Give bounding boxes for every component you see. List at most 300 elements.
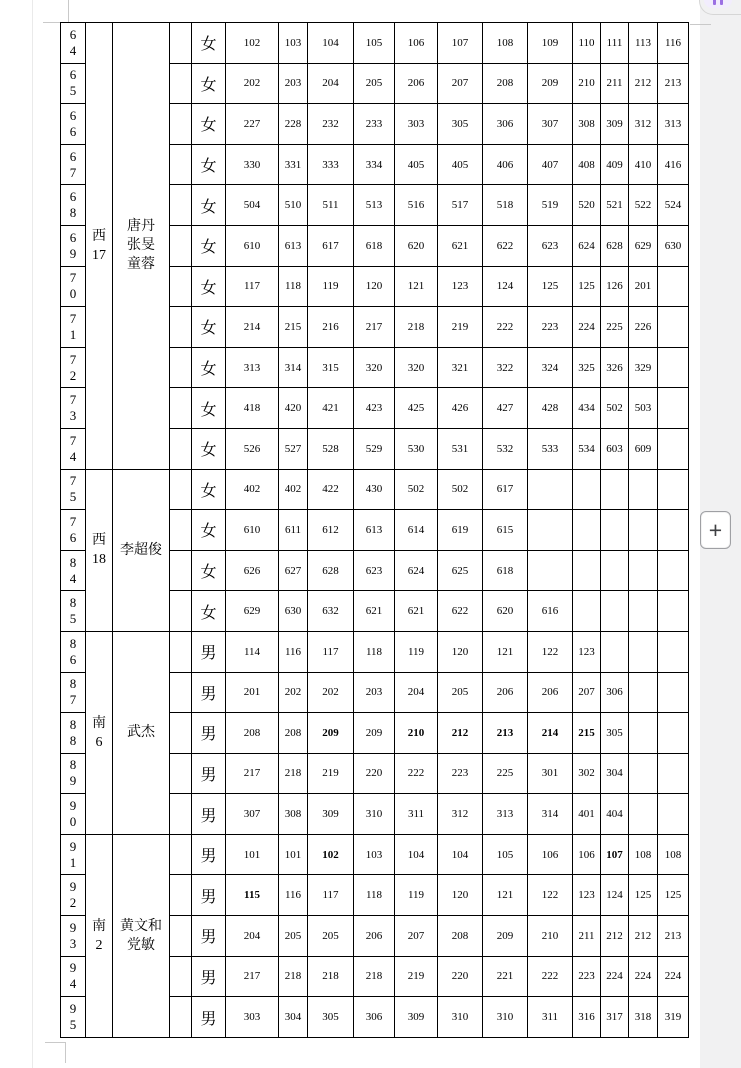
value-cell[interactable]: 218 xyxy=(279,753,308,794)
row-number-cell[interactable] xyxy=(61,672,86,713)
empty-cell[interactable] xyxy=(658,428,689,469)
gender-cell[interactable]: 女 xyxy=(192,510,226,551)
value-cell[interactable]: 503 xyxy=(629,388,658,429)
gender-cell[interactable]: 女 xyxy=(192,266,226,307)
value-cell[interactable]: 224 xyxy=(629,956,658,997)
value-cell[interactable]: 402 xyxy=(226,469,279,510)
value-cell[interactable]: 120 xyxy=(438,875,483,916)
value-cell[interactable]: 521 xyxy=(601,185,629,226)
value-cell[interactable]: 107 xyxy=(601,834,629,875)
gender-cell[interactable]: 女 xyxy=(192,185,226,226)
gender-cell[interactable]: 女 xyxy=(192,388,226,429)
value-cell[interactable]: 123 xyxy=(573,631,601,672)
spacer-cell[interactable] xyxy=(170,672,192,713)
empty-cell[interactable] xyxy=(629,591,658,632)
value-cell[interactable]: 618 xyxy=(354,225,395,266)
value-cell[interactable]: 206 xyxy=(528,672,573,713)
row-number-cell[interactable] xyxy=(61,510,86,551)
value-cell[interactable]: 218 xyxy=(354,956,395,997)
empty-cell[interactable] xyxy=(658,550,689,591)
value-cell[interactable]: 120 xyxy=(354,266,395,307)
row-number-cell[interactable] xyxy=(61,875,86,916)
value-cell[interactable]: 215 xyxy=(279,307,308,348)
value-cell[interactable]: 531 xyxy=(438,428,483,469)
value-cell[interactable]: 319 xyxy=(658,997,689,1038)
value-cell[interactable]: 118 xyxy=(354,631,395,672)
value-cell[interactable]: 331 xyxy=(279,144,308,185)
value-cell[interactable]: 206 xyxy=(395,63,438,104)
empty-cell[interactable] xyxy=(629,469,658,510)
value-cell[interactable]: 305 xyxy=(308,997,354,1038)
spacer-cell[interactable] xyxy=(170,225,192,266)
spacer-cell[interactable] xyxy=(170,834,192,875)
value-cell[interactable]: 405 xyxy=(395,144,438,185)
value-cell[interactable]: 202 xyxy=(308,672,354,713)
value-cell[interactable]: 210 xyxy=(573,63,601,104)
spacer-cell[interactable] xyxy=(170,63,192,104)
value-cell[interactable]: 307 xyxy=(226,794,279,835)
value-cell[interactable]: 108 xyxy=(658,834,689,875)
value-cell[interactable]: 209 xyxy=(483,916,528,957)
value-cell[interactable]: 124 xyxy=(601,875,629,916)
value-cell[interactable]: 218 xyxy=(279,956,308,997)
value-cell[interactable]: 310 xyxy=(438,997,483,1038)
empty-cell[interactable] xyxy=(629,631,658,672)
value-cell[interactable]: 312 xyxy=(629,104,658,145)
value-cell[interactable]: 621 xyxy=(438,225,483,266)
value-cell[interactable]: 117 xyxy=(308,875,354,916)
value-cell[interactable]: 303 xyxy=(226,997,279,1038)
value-cell[interactable]: 309 xyxy=(308,794,354,835)
empty-cell[interactable] xyxy=(658,794,689,835)
value-cell[interactable]: 529 xyxy=(354,428,395,469)
value-cell[interactable]: 528 xyxy=(308,428,354,469)
empty-cell[interactable] xyxy=(601,550,629,591)
empty-cell[interactable] xyxy=(658,713,689,754)
empty-cell[interactable] xyxy=(601,510,629,551)
value-cell[interactable]: 224 xyxy=(573,307,601,348)
value-cell[interactable]: 321 xyxy=(438,347,483,388)
gender-cell[interactable]: 女 xyxy=(192,23,226,64)
value-cell[interactable]: 316 xyxy=(573,997,601,1038)
value-cell[interactable]: 404 xyxy=(601,794,629,835)
value-cell[interactable]: 627 xyxy=(279,550,308,591)
row-number-cell[interactable] xyxy=(61,185,86,226)
empty-cell[interactable] xyxy=(573,591,601,632)
row-number-cell[interactable] xyxy=(61,591,86,632)
value-cell[interactable]: 630 xyxy=(279,591,308,632)
spacer-cell[interactable] xyxy=(170,713,192,754)
value-cell[interactable]: 303 xyxy=(395,104,438,145)
value-cell[interactable]: 226 xyxy=(629,307,658,348)
value-cell[interactable]: 617 xyxy=(483,469,528,510)
row-number-cell[interactable] xyxy=(61,713,86,754)
spacer-cell[interactable] xyxy=(170,388,192,429)
value-cell[interactable]: 422 xyxy=(308,469,354,510)
value-cell[interactable]: 104 xyxy=(438,834,483,875)
value-cell[interactable]: 125 xyxy=(658,875,689,916)
value-cell[interactable]: 408 xyxy=(573,144,601,185)
row-number-cell[interactable] xyxy=(61,916,86,957)
empty-cell[interactable] xyxy=(658,672,689,713)
value-cell[interactable]: 212 xyxy=(629,916,658,957)
value-cell[interactable]: 520 xyxy=(573,185,601,226)
value-cell[interactable]: 310 xyxy=(483,997,528,1038)
name-cell[interactable] xyxy=(113,469,170,631)
value-cell[interactable]: 119 xyxy=(308,266,354,307)
value-cell[interactable]: 306 xyxy=(483,104,528,145)
value-cell[interactable]: 311 xyxy=(528,997,573,1038)
value-cell[interactable]: 208 xyxy=(279,713,308,754)
value-cell[interactable]: 103 xyxy=(354,834,395,875)
empty-cell[interactable] xyxy=(658,347,689,388)
value-cell[interactable]: 613 xyxy=(279,225,308,266)
value-cell[interactable]: 613 xyxy=(354,510,395,551)
value-cell[interactable]: 527 xyxy=(279,428,308,469)
value-cell[interactable]: 213 xyxy=(658,63,689,104)
value-cell[interactable]: 102 xyxy=(308,834,354,875)
value-cell[interactable]: 113 xyxy=(629,23,658,64)
row-number-cell[interactable] xyxy=(61,631,86,672)
value-cell[interactable]: 121 xyxy=(483,631,528,672)
value-cell[interactable]: 106 xyxy=(573,834,601,875)
value-cell[interactable]: 526 xyxy=(226,428,279,469)
gender-cell[interactable]: 男 xyxy=(192,875,226,916)
value-cell[interactable]: 416 xyxy=(658,144,689,185)
row-number-cell[interactable] xyxy=(61,388,86,429)
empty-cell[interactable] xyxy=(629,713,658,754)
gender-cell[interactable]: 男 xyxy=(192,672,226,713)
value-cell[interactable]: 502 xyxy=(395,469,438,510)
value-cell[interactable]: 212 xyxy=(438,713,483,754)
value-cell[interactable]: 524 xyxy=(658,185,689,226)
value-cell[interactable]: 530 xyxy=(395,428,438,469)
value-cell[interactable]: 212 xyxy=(629,63,658,104)
gender-cell[interactable]: 男 xyxy=(192,753,226,794)
value-cell[interactable]: 304 xyxy=(601,753,629,794)
value-cell[interactable]: 205 xyxy=(354,63,395,104)
value-cell[interactable]: 532 xyxy=(483,428,528,469)
value-cell[interactable]: 625 xyxy=(438,550,483,591)
value-cell[interactable]: 203 xyxy=(354,672,395,713)
value-cell[interactable]: 304 xyxy=(279,997,308,1038)
value-cell[interactable]: 103 xyxy=(279,23,308,64)
value-cell[interactable]: 623 xyxy=(354,550,395,591)
value-cell[interactable]: 207 xyxy=(438,63,483,104)
value-cell[interactable]: 218 xyxy=(308,956,354,997)
value-cell[interactable]: 629 xyxy=(226,591,279,632)
value-cell[interactable]: 105 xyxy=(354,23,395,64)
value-cell[interactable]: 208 xyxy=(483,63,528,104)
value-cell[interactable]: 623 xyxy=(528,225,573,266)
value-cell[interactable]: 301 xyxy=(528,753,573,794)
value-cell[interactable]: 610 xyxy=(226,225,279,266)
value-cell[interactable]: 617 xyxy=(308,225,354,266)
value-cell[interactable]: 122 xyxy=(528,875,573,916)
add-block-button[interactable]: + xyxy=(700,511,731,549)
empty-cell[interactable] xyxy=(658,469,689,510)
value-cell[interactable]: 616 xyxy=(528,591,573,632)
value-cell[interactable]: 427 xyxy=(483,388,528,429)
name-cell[interactable] xyxy=(113,23,170,470)
value-cell[interactable]: 624 xyxy=(573,225,601,266)
value-cell[interactable]: 628 xyxy=(308,550,354,591)
value-cell[interactable]: 213 xyxy=(658,916,689,957)
location-cell[interactable] xyxy=(86,834,113,1037)
value-cell[interactable]: 222 xyxy=(483,307,528,348)
value-cell[interactable]: 329 xyxy=(629,347,658,388)
empty-cell[interactable] xyxy=(528,469,573,510)
value-cell[interactable]: 204 xyxy=(395,672,438,713)
empty-cell[interactable] xyxy=(658,753,689,794)
gender-cell[interactable]: 女 xyxy=(192,469,226,510)
row-number-cell[interactable] xyxy=(61,347,86,388)
value-cell[interactable]: 120 xyxy=(438,631,483,672)
value-cell[interactable]: 518 xyxy=(483,185,528,226)
value-cell[interactable]: 207 xyxy=(395,916,438,957)
value-cell[interactable]: 209 xyxy=(354,713,395,754)
value-cell[interactable]: 502 xyxy=(438,469,483,510)
value-cell[interactable]: 510 xyxy=(279,185,308,226)
value-cell[interactable]: 305 xyxy=(438,104,483,145)
value-cell[interactable]: 218 xyxy=(395,307,438,348)
value-cell[interactable]: 306 xyxy=(354,997,395,1038)
value-cell[interactable]: 105 xyxy=(483,834,528,875)
value-cell[interactable]: 311 xyxy=(395,794,438,835)
value-cell[interactable]: 322 xyxy=(483,347,528,388)
value-cell[interactable]: 406 xyxy=(483,144,528,185)
value-cell[interactable]: 326 xyxy=(601,347,629,388)
value-cell[interactable]: 216 xyxy=(308,307,354,348)
value-cell[interactable]: 511 xyxy=(308,185,354,226)
value-cell[interactable]: 213 xyxy=(483,713,528,754)
gender-cell[interactable]: 男 xyxy=(192,956,226,997)
gender-cell[interactable]: 男 xyxy=(192,631,226,672)
value-cell[interactable]: 121 xyxy=(483,875,528,916)
gender-cell[interactable]: 女 xyxy=(192,428,226,469)
value-cell[interactable]: 125 xyxy=(528,266,573,307)
assistant-widget-icon[interactable] xyxy=(704,0,732,8)
value-cell[interactable]: 110 xyxy=(573,23,601,64)
value-cell[interactable]: 320 xyxy=(395,347,438,388)
spacer-cell[interactable] xyxy=(170,104,192,145)
value-cell[interactable]: 308 xyxy=(279,794,308,835)
value-cell[interactable]: 211 xyxy=(573,916,601,957)
spacer-cell[interactable] xyxy=(170,428,192,469)
value-cell[interactable]: 207 xyxy=(573,672,601,713)
value-cell[interactable]: 206 xyxy=(483,672,528,713)
empty-cell[interactable] xyxy=(528,550,573,591)
spacer-cell[interactable] xyxy=(170,347,192,388)
value-cell[interactable]: 116 xyxy=(279,875,308,916)
spacer-cell[interactable] xyxy=(170,794,192,835)
value-cell[interactable]: 308 xyxy=(573,104,601,145)
row-number-cell[interactable] xyxy=(61,550,86,591)
value-cell[interactable]: 205 xyxy=(279,916,308,957)
value-cell[interactable]: 603 xyxy=(601,428,629,469)
value-cell[interactable]: 118 xyxy=(279,266,308,307)
value-cell[interactable]: 626 xyxy=(226,550,279,591)
value-cell[interactable]: 629 xyxy=(629,225,658,266)
value-cell[interactable]: 202 xyxy=(279,672,308,713)
value-cell[interactable]: 434 xyxy=(573,388,601,429)
value-cell[interactable]: 208 xyxy=(226,713,279,754)
value-cell[interactable]: 622 xyxy=(438,591,483,632)
spacer-cell[interactable] xyxy=(170,23,192,64)
gender-cell[interactable]: 女 xyxy=(192,104,226,145)
value-cell[interactable]: 204 xyxy=(226,916,279,957)
gender-cell[interactable]: 男 xyxy=(192,997,226,1038)
spacer-cell[interactable] xyxy=(170,469,192,510)
gender-cell[interactable]: 女 xyxy=(192,225,226,266)
value-cell[interactable]: 223 xyxy=(528,307,573,348)
value-cell[interactable]: 320 xyxy=(354,347,395,388)
gender-cell[interactable]: 女 xyxy=(192,347,226,388)
empty-cell[interactable] xyxy=(573,469,601,510)
row-number-cell[interactable] xyxy=(61,834,86,875)
value-cell[interactable]: 430 xyxy=(354,469,395,510)
value-cell[interactable]: 210 xyxy=(395,713,438,754)
value-cell[interactable]: 407 xyxy=(528,144,573,185)
value-cell[interactable]: 306 xyxy=(601,672,629,713)
value-cell[interactable]: 333 xyxy=(308,144,354,185)
empty-cell[interactable] xyxy=(658,388,689,429)
empty-cell[interactable] xyxy=(658,266,689,307)
spacer-cell[interactable] xyxy=(170,875,192,916)
row-number-cell[interactable] xyxy=(61,469,86,510)
row-number-cell[interactable] xyxy=(61,266,86,307)
value-cell[interactable]: 309 xyxy=(395,997,438,1038)
empty-cell[interactable] xyxy=(573,550,601,591)
spacer-cell[interactable] xyxy=(170,753,192,794)
value-cell[interactable]: 114 xyxy=(226,631,279,672)
value-cell[interactable]: 611 xyxy=(279,510,308,551)
value-cell[interactable]: 630 xyxy=(658,225,689,266)
row-number-cell[interactable] xyxy=(61,956,86,997)
value-cell[interactable]: 516 xyxy=(395,185,438,226)
location-cell[interactable] xyxy=(86,469,113,631)
value-cell[interactable]: 628 xyxy=(601,225,629,266)
value-cell[interactable]: 104 xyxy=(308,23,354,64)
value-cell[interactable]: 119 xyxy=(395,875,438,916)
row-number-cell[interactable] xyxy=(61,997,86,1038)
spacer-cell[interactable] xyxy=(170,185,192,226)
empty-cell[interactable] xyxy=(658,631,689,672)
spacer-cell[interactable] xyxy=(170,631,192,672)
value-cell[interactable]: 313 xyxy=(483,794,528,835)
spacer-cell[interactable] xyxy=(170,266,192,307)
value-cell[interactable]: 223 xyxy=(573,956,601,997)
location-cell[interactable] xyxy=(86,631,113,834)
value-cell[interactable]: 117 xyxy=(226,266,279,307)
row-number-cell[interactable] xyxy=(61,307,86,348)
value-cell[interactable]: 224 xyxy=(658,956,689,997)
gender-cell[interactable]: 男 xyxy=(192,794,226,835)
value-cell[interactable]: 211 xyxy=(601,63,629,104)
value-cell[interactable]: 221 xyxy=(483,956,528,997)
value-cell[interactable]: 214 xyxy=(528,713,573,754)
value-cell[interactable]: 118 xyxy=(354,875,395,916)
value-cell[interactable]: 126 xyxy=(601,266,629,307)
value-cell[interactable]: 312 xyxy=(438,794,483,835)
value-cell[interactable]: 124 xyxy=(483,266,528,307)
spacer-cell[interactable] xyxy=(170,144,192,185)
value-cell[interactable]: 214 xyxy=(226,307,279,348)
value-cell[interactable]: 425 xyxy=(395,388,438,429)
value-cell[interactable]: 108 xyxy=(629,834,658,875)
value-cell[interactable]: 330 xyxy=(226,144,279,185)
gender-cell[interactable]: 女 xyxy=(192,307,226,348)
value-cell[interactable]: 302 xyxy=(573,753,601,794)
value-cell[interactable]: 203 xyxy=(279,63,308,104)
spacer-cell[interactable] xyxy=(170,550,192,591)
spacer-cell[interactable] xyxy=(170,510,192,551)
value-cell[interactable]: 513 xyxy=(354,185,395,226)
value-cell[interactable]: 220 xyxy=(354,753,395,794)
empty-cell[interactable] xyxy=(658,510,689,551)
value-cell[interactable]: 116 xyxy=(279,631,308,672)
spacer-cell[interactable] xyxy=(170,956,192,997)
row-number-cell[interactable] xyxy=(61,104,86,145)
value-cell[interactable]: 621 xyxy=(354,591,395,632)
value-cell[interactable]: 115 xyxy=(226,875,279,916)
empty-cell[interactable] xyxy=(629,794,658,835)
value-cell[interactable]: 307 xyxy=(528,104,573,145)
value-cell[interactable]: 318 xyxy=(629,997,658,1038)
value-cell[interactable]: 224 xyxy=(601,956,629,997)
value-cell[interactable]: 334 xyxy=(354,144,395,185)
value-cell[interactable]: 227 xyxy=(226,104,279,145)
value-cell[interactable]: 222 xyxy=(395,753,438,794)
value-cell[interactable]: 517 xyxy=(438,185,483,226)
gender-cell[interactable]: 男 xyxy=(192,834,226,875)
empty-cell[interactable] xyxy=(629,510,658,551)
value-cell[interactable]: 313 xyxy=(226,347,279,388)
value-cell[interactable]: 106 xyxy=(395,23,438,64)
row-number-cell[interactable] xyxy=(61,753,86,794)
empty-cell[interactable] xyxy=(573,510,601,551)
value-cell[interactable]: 624 xyxy=(395,550,438,591)
empty-cell[interactable] xyxy=(629,550,658,591)
value-cell[interactable]: 205 xyxy=(438,672,483,713)
spacer-cell[interactable] xyxy=(170,916,192,957)
value-cell[interactable]: 423 xyxy=(354,388,395,429)
value-cell[interactable]: 219 xyxy=(438,307,483,348)
value-cell[interactable]: 204 xyxy=(308,63,354,104)
value-cell[interactable]: 632 xyxy=(308,591,354,632)
value-cell[interactable]: 619 xyxy=(438,510,483,551)
value-cell[interactable]: 519 xyxy=(528,185,573,226)
value-cell[interactable]: 101 xyxy=(279,834,308,875)
value-cell[interactable]: 310 xyxy=(354,794,395,835)
value-cell[interactable]: 228 xyxy=(279,104,308,145)
value-cell[interactable]: 426 xyxy=(438,388,483,429)
name-cell[interactable] xyxy=(113,834,170,1037)
value-cell[interactable]: 317 xyxy=(601,997,629,1038)
spacer-cell[interactable] xyxy=(170,997,192,1038)
spacer-cell[interactable] xyxy=(170,591,192,632)
value-cell[interactable]: 119 xyxy=(395,631,438,672)
value-cell[interactable]: 209 xyxy=(528,63,573,104)
value-cell[interactable]: 610 xyxy=(226,510,279,551)
value-cell[interactable]: 102 xyxy=(226,23,279,64)
value-cell[interactable]: 313 xyxy=(658,104,689,145)
value-cell[interactable]: 219 xyxy=(308,753,354,794)
value-cell[interactable]: 123 xyxy=(573,875,601,916)
value-cell[interactable]: 121 xyxy=(395,266,438,307)
value-cell[interactable]: 206 xyxy=(354,916,395,957)
value-cell[interactable]: 108 xyxy=(483,23,528,64)
